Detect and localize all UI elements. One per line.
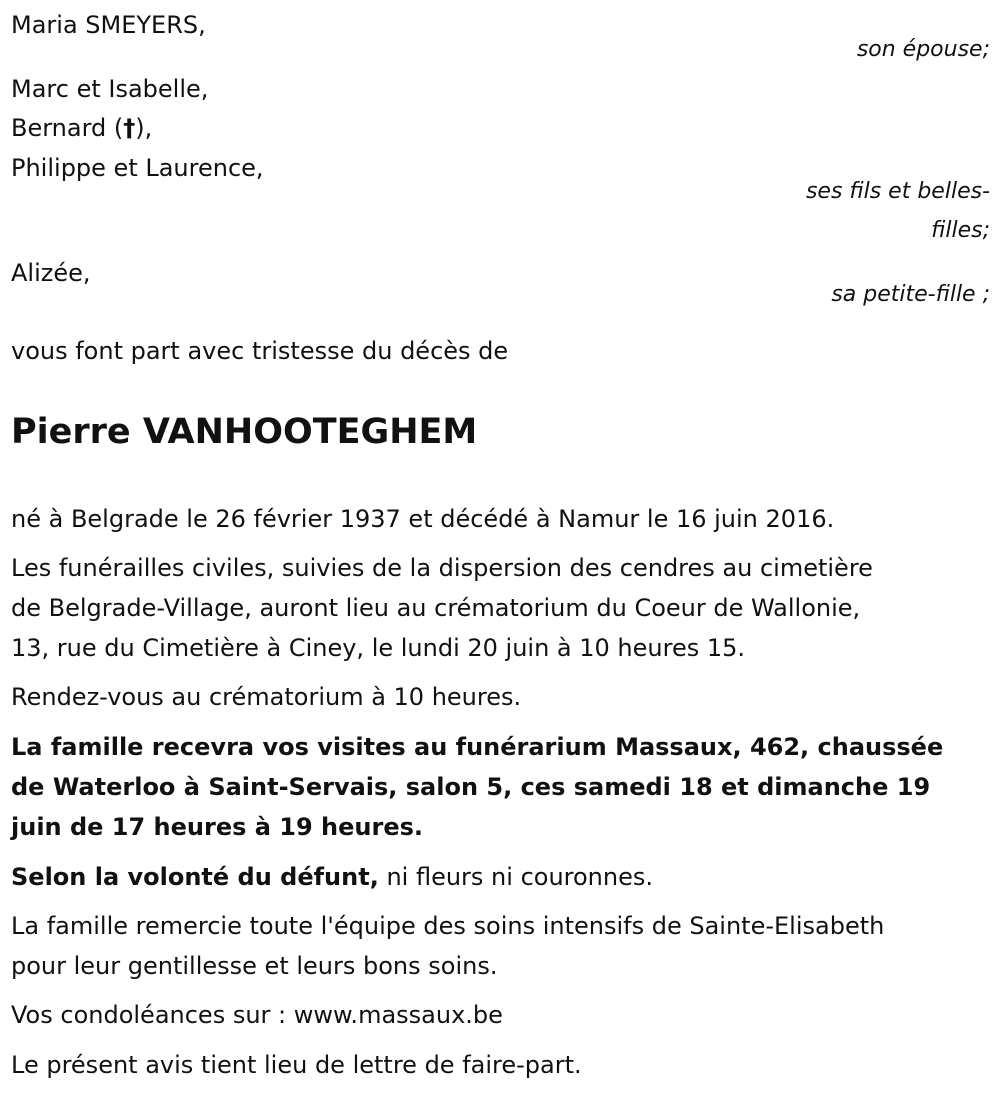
wishes-normal: ni fleurs ni couronnes.	[378, 863, 653, 891]
visits-line-3: juin de 17 heures à 19 heures.	[11, 813, 424, 841]
child-3: Philippe et Laurence,	[11, 154, 264, 182]
children-role-line-1: ses fils et belles-	[805, 179, 990, 204]
funeral-line-1: Les funérailles civiles, suivies de la dispersion des cendres au cimetière	[11, 554, 873, 582]
condolences: Vos condoléances sur : www.massaux.be	[11, 1001, 503, 1029]
meeting: Rendez-vous au crématorium à 10 heures.	[11, 683, 522, 711]
cross-icon: †	[123, 114, 136, 142]
thanks-line-2: pour leur gentillesse et leurs bons soins.	[11, 952, 498, 980]
thanks-line-1: La famille remercie toute l'équipe des soins intensifs de Sainte-Elisabeth	[11, 912, 885, 940]
funeral-paragraph	[11, 548, 986, 668]
funeral-line-2: de Belgrade-Village, auront lieu au crématorium du Coeur de Wallonie,	[11, 594, 861, 622]
wishes	[11, 857, 653, 897]
spouse-role: son épouse;	[856, 37, 990, 62]
deceased-name: Pierre VANHOOTEGHEM	[11, 412, 478, 452]
child-2-end: ),	[135, 114, 153, 142]
visits-line-1: La famille recevra vos visites au funérarium Massaux, 462, chaussée	[11, 733, 944, 761]
child-1: Marc et Isabelle,	[11, 75, 209, 103]
spouse-name: Maria SMEYERS,	[11, 11, 206, 39]
children-role-line-2: filles;	[931, 218, 990, 243]
announcement: vous font part avec tristesse du décès de	[11, 337, 509, 365]
child-2-name: Bernard (	[11, 114, 124, 142]
grandchild-role: sa petite-fille ;	[831, 282, 990, 307]
wishes-bold: Selon la volonté du défunt,	[11, 863, 379, 891]
born-died: né à Belgrade le 26 février 1937 et décédé à Namur le 16 juin 2016.	[11, 505, 835, 533]
closing: Le présent avis tient lieu de lettre de faire-part.	[11, 1051, 582, 1079]
thanks-paragraph	[11, 906, 986, 986]
funeral-line-3: 13, rue du Cimetière à Ciney, le lundi 20 juin à 10 heures 15.	[11, 634, 746, 662]
visits-paragraph	[11, 727, 986, 847]
child-2	[11, 108, 152, 148]
grandchild: Alizée,	[11, 259, 91, 287]
visits-line-2: de Waterloo à Saint-Servais, salon 5, ces samedi 18 et dimanche 19	[11, 773, 931, 801]
